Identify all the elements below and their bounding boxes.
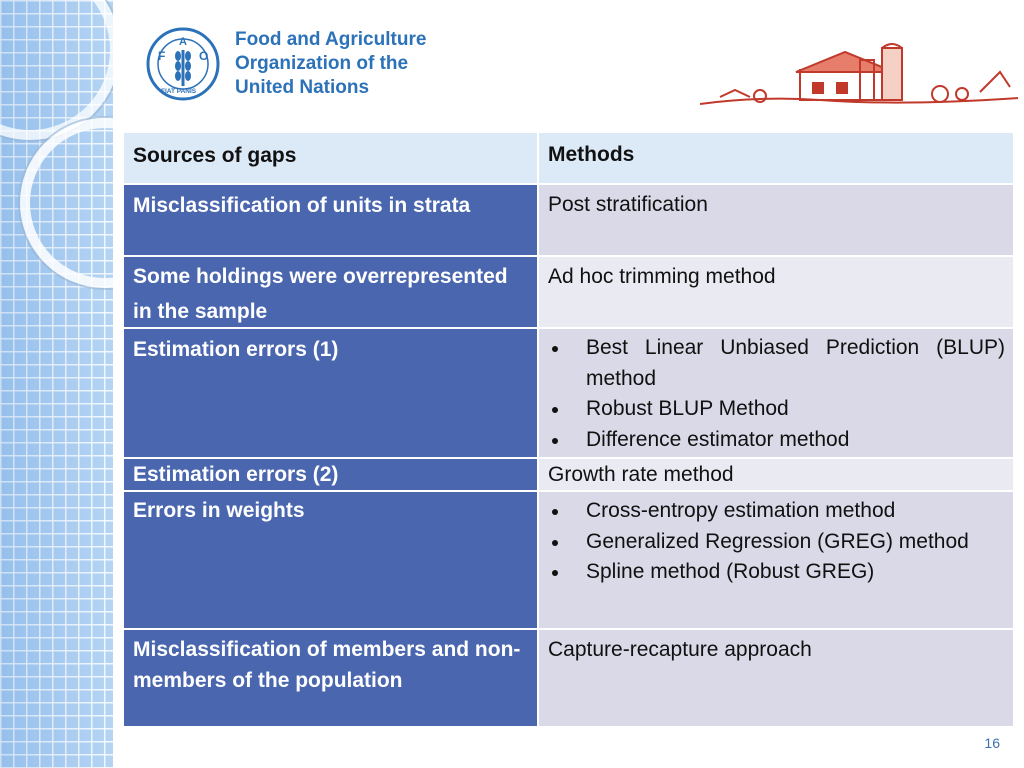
method-list-item: Spline method (Robust GREG) xyxy=(548,557,1005,588)
column-header-sources: Sources of gaps xyxy=(124,133,539,185)
method-list-item: Generalized Regression (GREG) method xyxy=(548,527,1005,558)
fao-logo xyxy=(145,26,426,102)
method-cell xyxy=(539,329,1013,459)
source-cell: Estimation errors (2) xyxy=(124,459,539,492)
table-header-row xyxy=(124,133,1013,185)
method-list-item: Difference estimator method xyxy=(548,425,1005,456)
table-row xyxy=(124,630,1013,728)
gaps-methods-table xyxy=(124,133,1013,728)
table-row xyxy=(124,492,1013,630)
source-cell: Errors in weights xyxy=(124,492,539,630)
method-cell: Growth rate method xyxy=(539,459,1013,492)
table-row xyxy=(124,185,1013,257)
decorative-grid-strip xyxy=(0,0,113,768)
table-row xyxy=(124,257,1013,329)
logo-letter-f: F xyxy=(158,49,166,63)
table-row xyxy=(124,329,1013,459)
method-cell: Ad hoc trimming method xyxy=(539,257,1013,329)
source-cell: Some holdings were overrepresented in the sample xyxy=(124,257,539,329)
org-name-line: Food and Agriculture xyxy=(235,29,427,50)
column-header-methods: Methods xyxy=(539,133,1013,185)
org-name-line: United Nations xyxy=(235,77,370,98)
method-cell: Post stratification xyxy=(539,185,1013,257)
farm-illustration xyxy=(700,42,1020,110)
source-cell: Misclassification of units in strata xyxy=(124,185,539,257)
fao-emblem-icon xyxy=(145,26,221,102)
source-cell: Estimation errors (1) xyxy=(124,329,539,459)
method-list-item: Best Linear Unbiased Prediction (BLUP) method xyxy=(548,333,1005,394)
logo-letter-a: A xyxy=(179,36,187,48)
method-cell: Capture-recapture approach xyxy=(539,630,1013,728)
source-cell: Misclassification of members and non-members of the population xyxy=(124,630,539,728)
method-cell xyxy=(539,492,1013,630)
logo-letter-o: O xyxy=(199,49,209,63)
table-row xyxy=(124,459,1013,492)
method-list-item: Robust BLUP Method xyxy=(548,394,1005,425)
logo-motto: FIAT PANIS xyxy=(161,88,197,95)
org-name-line: Organization of the xyxy=(235,53,409,74)
method-list-item: Cross-entropy estimation method xyxy=(548,496,1005,527)
org-name xyxy=(235,28,426,100)
page-number: 16 xyxy=(984,735,1000,751)
